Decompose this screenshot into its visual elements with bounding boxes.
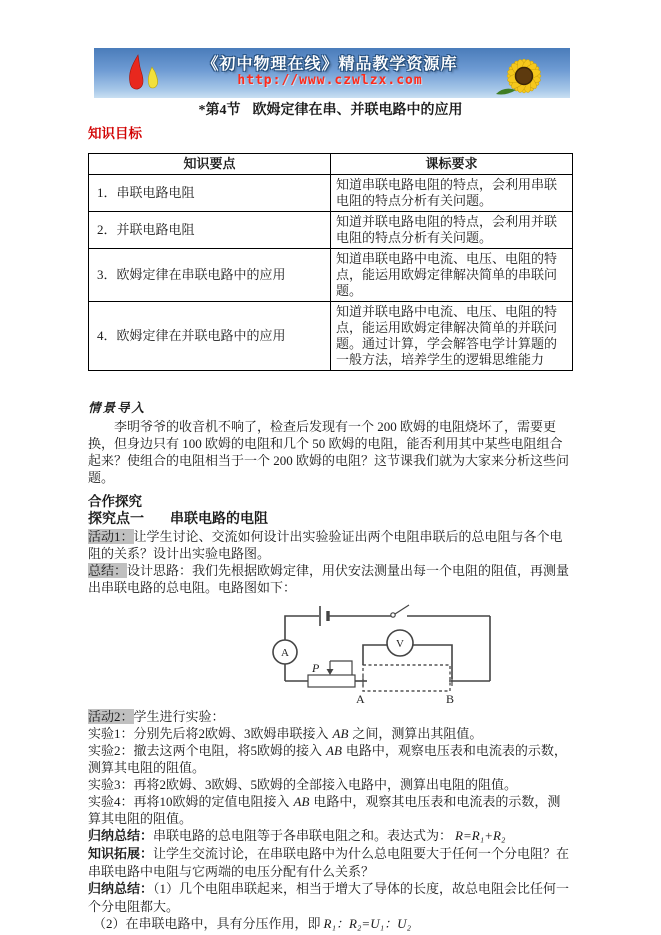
voltmeter-label: V (396, 638, 404, 650)
experiment-line-2 (88, 742, 573, 776)
terminal-b-label: B (446, 692, 455, 706)
summary-line (88, 562, 573, 596)
experiment-text: 电路中，观察电压表和电流表的示数，测算其电阻的阻值。 (88, 743, 567, 775)
table-cell-requirement: 知道串联电路电阻的特点，会利用串联电阻的特点分析有关问题。 (331, 175, 573, 212)
activity2-label: 活动2： (88, 709, 134, 724)
summary-text: 设计思路：我们先根据欧姆定律，用伏安法测量出每一个电阻的阻值，再测量出串联电路的总电阻。电路图如下： (88, 563, 570, 595)
activity2-text: 学生进行实验： (133, 709, 225, 724)
knowledge-table (88, 153, 573, 371)
explore-point-title: 串联电路的电阻 (170, 511, 268, 527)
explore-point-number: 探究点一 (88, 511, 144, 527)
table-row (89, 212, 573, 249)
table-cell-point: 2．并联电路电阻 (89, 212, 331, 249)
table-row (89, 175, 573, 212)
voltmeter-lead-left (363, 645, 387, 665)
site-title: 《初中物理在线》精品教学资源库 (202, 54, 458, 74)
wire (285, 616, 319, 640)
sunflower-icon (486, 48, 570, 98)
explore-heading: 合作探究 (88, 494, 142, 510)
experiment-text: 之间，测算出其阻值。 (352, 726, 483, 741)
site-logo-icon (122, 51, 174, 95)
resistor-slot-dashed-box (363, 665, 450, 691)
rheostat-slider-arrow (327, 669, 334, 675)
rheostat-slider-label: P (312, 661, 320, 675)
table-cell-requirement: 知道串联电路中电流、电压、电阻的特点，能运用欧姆定律解决简单的串联问题。 (331, 249, 573, 302)
table-row (89, 302, 573, 371)
experiment-label: 实验1： (88, 726, 134, 741)
switch-pivot (391, 613, 395, 617)
summary-label: 总结： (88, 563, 128, 578)
experiment-text: 电路中，观察其电压表和电流表的示数，测算其电阻的阻值。 (88, 794, 561, 826)
conclusion2-item1: （1）几个电阻串联起来，相当于增大了导体的长度，故总电阻会比任何一个分电阻都大。 (88, 881, 570, 914)
switch-lever (395, 605, 409, 614)
conclusion2-line (88, 880, 573, 915)
conclusion1-text: 串联电路的总电阻等于各串联电阻之和。表达式为： (153, 828, 453, 843)
experiment-text: 撤去这两个电阻，将5欧姆的接入 (133, 743, 323, 758)
banner-text-block (174, 55, 486, 90)
explore-point-heading (88, 511, 573, 528)
experiment-line-3 (88, 776, 573, 793)
experiment-line-1 (88, 725, 573, 742)
activity2-line (88, 708, 573, 725)
knowledge-goal-heading: 知识目标 (88, 126, 142, 141)
series-resistance-formula: R=R₁+R₂ (455, 828, 506, 843)
conclusion2-label: 归纳总结： (88, 882, 154, 897)
table-cell-point: 4．欧姆定律在并联电路中的应用 (89, 302, 331, 371)
table-header-points: 知识要点 (89, 154, 331, 175)
activity1-line (88, 528, 573, 562)
page-title (88, 102, 573, 119)
experiment-label: 实验4： (88, 794, 134, 809)
experiment-label: 实验3： (88, 777, 134, 792)
table-header-row (89, 154, 573, 175)
extension-text: 让学生交流讨论，在串联电路中为什么总电阻要大于任何一个分电阻？在串联电路中电阻与它两端的电压分配有什么关系？ (88, 846, 570, 879)
conclusion2-item2-text: （2）在串联电路中，具有分压作用，即 (93, 916, 321, 931)
experiment-text: 再将10欧姆的定值电阻接入 (133, 794, 290, 809)
terminal-pair-ref: AB (293, 794, 310, 809)
activity1-label: 活动1： (88, 529, 134, 544)
series-circuit-diagram (272, 599, 498, 707)
table-cell-requirement: 知道并联电路电阻的特点，会利用并联电阻的特点分析有关问题。 (331, 212, 573, 249)
extension-line (88, 845, 573, 880)
conclusion1-line (88, 827, 573, 845)
activity1-text: 让学生讨论、交流如何设计出实验验证出两个电阻串联后的总电阻与各个电阻的关系？设计出实验电路图。 (88, 529, 563, 561)
site-banner (94, 48, 570, 98)
terminal-a-label: A (356, 692, 365, 706)
page-title-text: 欧姆定律在串、并联电路中的应用 (252, 103, 463, 118)
intro-paragraph: 李明爷爷的收音机不响了，检查后发现有一个 200 欧姆的电阻烧坏了，需要更换，但身边只有 100 欧姆的电阻和几个 50 欧姆的电阻，能否利用其中某些电阻组合起来？使组合的电阻相当于一个 200 欧姆的电阻？这节课我们就为大家来分析这些问题。 (88, 419, 570, 485)
voltage-divider-formula: R₁：R₂=U₁：U₂ (323, 916, 412, 931)
experiment-text: 分别先后将2欧姆、3欧姆串联接入 (133, 726, 329, 741)
site-url-link[interactable]: http://www.czwlzx.com (237, 72, 423, 88)
ammeter-label: A (281, 647, 289, 659)
voltmeter-lead-right (413, 645, 452, 679)
page-title-number: *第4节 (198, 103, 241, 118)
experiment-line-4 (88, 793, 573, 827)
conclusion1-label: 归纳总结： (88, 829, 154, 844)
table-cell-point: 1．串联电路电阻 (89, 175, 331, 212)
table-cell-requirement: 知道并联电路中电流、电压、电阻的特点，能运用欧姆定律解决简单的并联问题。通过计算，学会解答电学计算题的一般方法，培养学生的逻辑思维能力 (331, 302, 573, 371)
terminal-pair-ref: AB (332, 726, 349, 741)
table-cell-point: 3．欧姆定律在串联电路中的应用 (89, 249, 331, 302)
conclusion2-item2-line (88, 915, 573, 932)
extension-label: 知识拓展： (88, 847, 154, 862)
rheostat-body (308, 675, 355, 687)
intro-heading: 情景导入 (88, 400, 147, 415)
experiment-text: 再将2欧姆、3欧姆、5欧姆的全部接入电路中，测算出电阻的阻值。 (133, 777, 518, 792)
rheostat-slider-arm (330, 661, 352, 675)
table-header-requirements: 课标要求 (331, 154, 573, 175)
terminal-pair-ref: AB (326, 743, 342, 758)
experiment-label: 实验2： (88, 743, 134, 758)
table-row (89, 249, 573, 302)
